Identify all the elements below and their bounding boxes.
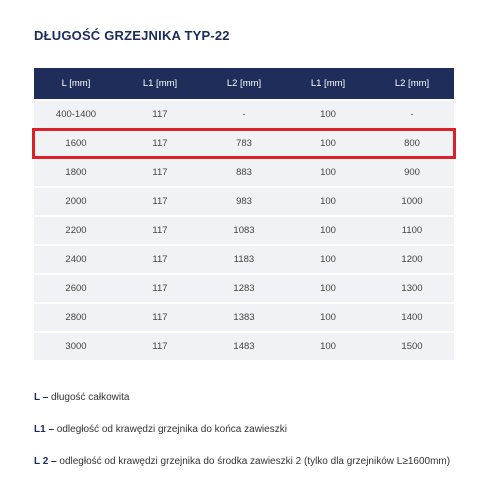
- table-cell: 1600: [65, 138, 87, 149]
- table-cell: 100: [320, 312, 336, 323]
- table-cell: 1300: [401, 283, 423, 294]
- legend-item-l1: [34, 424, 287, 435]
- table-row: [34, 333, 454, 360]
- dimensions-table: [34, 68, 454, 360]
- header-cell-l1-second: L1 [mm]: [310, 78, 346, 89]
- table-cell: 100: [320, 254, 336, 265]
- table-cell: 1383: [233, 312, 255, 323]
- table-cell: 983: [236, 196, 252, 207]
- table-cell: 1000: [401, 196, 423, 207]
- table-body: [34, 101, 454, 360]
- page-title: DŁUGOŚĆ GRZEJNIKA TYP-22: [34, 28, 230, 43]
- table-cell: 883: [236, 167, 252, 178]
- legend-text: odległość od krawędzi grzejnika do końca zawieszki: [56, 424, 287, 435]
- table-cell: 100: [320, 196, 336, 207]
- table-row: [34, 246, 454, 273]
- table-cell: 117: [152, 109, 168, 120]
- table-cell: 100: [320, 341, 336, 352]
- legend-term: L 2 –: [34, 456, 60, 467]
- table-cell: 1100: [401, 225, 423, 236]
- table-cell: -: [242, 109, 246, 120]
- table-row: [34, 217, 454, 244]
- header-cell-l2-second: L2 [mm]: [394, 78, 430, 89]
- header-cell-l2: L2 [mm]: [226, 78, 262, 89]
- table-cell: 1083: [233, 225, 255, 236]
- table-cell: 900: [404, 167, 420, 178]
- legend-item-l2: [34, 456, 450, 467]
- table-row: [34, 188, 454, 215]
- table-cell: 1400: [401, 312, 423, 323]
- table-cell: 1483: [233, 341, 255, 352]
- table-row: [34, 275, 454, 302]
- table-cell: 100: [320, 109, 336, 120]
- table-cell: 100: [320, 167, 336, 178]
- legend-item-l: [34, 392, 129, 403]
- table-cell: 100: [320, 138, 336, 149]
- header-cell-l1: L1 [mm]: [142, 78, 178, 89]
- table-cell: 2800: [65, 312, 87, 323]
- table-row: [34, 159, 454, 186]
- table-row: [34, 101, 454, 128]
- table-cell: 100: [320, 225, 336, 236]
- table-cell: 117: [152, 254, 168, 265]
- table-cell: 2200: [65, 225, 87, 236]
- table-cell: 100: [320, 283, 336, 294]
- table-row-highlighted: [34, 130, 454, 157]
- table-cell: 1183: [233, 254, 255, 265]
- legend-text: odległość od krawędzi grzejnika do środka zawieszki 2 (tylko dla grzejników L≥1600mm): [59, 456, 451, 467]
- table-cell: 2000: [65, 196, 87, 207]
- legend-text: długość całkowita: [51, 392, 130, 403]
- table-cell: 117: [152, 341, 168, 352]
- table-cell: 117: [152, 312, 168, 323]
- table-cell: 783: [236, 138, 252, 149]
- table-cell: 3000: [65, 341, 87, 352]
- table-row: [34, 304, 454, 331]
- table-cell: 400-1400: [55, 109, 97, 120]
- table-header: [34, 68, 454, 99]
- table-cell: 117: [152, 225, 168, 236]
- table-cell: 1200: [401, 254, 423, 265]
- table-cell: 2600: [65, 283, 87, 294]
- table-cell: 117: [152, 138, 168, 149]
- legend-term: L –: [34, 392, 52, 403]
- table-cell: 1283: [233, 283, 255, 294]
- table-cell: 800: [404, 138, 420, 149]
- header-cell-l: L [mm]: [61, 78, 91, 89]
- table-cell: 2400: [65, 254, 87, 265]
- table-cell: 1500: [401, 341, 423, 352]
- table-cell: 117: [152, 167, 168, 178]
- table-cell: 117: [152, 283, 168, 294]
- legend-term: L1 –: [34, 424, 57, 435]
- table-cell: 1800: [65, 167, 87, 178]
- table-cell: 117: [152, 196, 168, 207]
- table-cell: -: [410, 109, 414, 120]
